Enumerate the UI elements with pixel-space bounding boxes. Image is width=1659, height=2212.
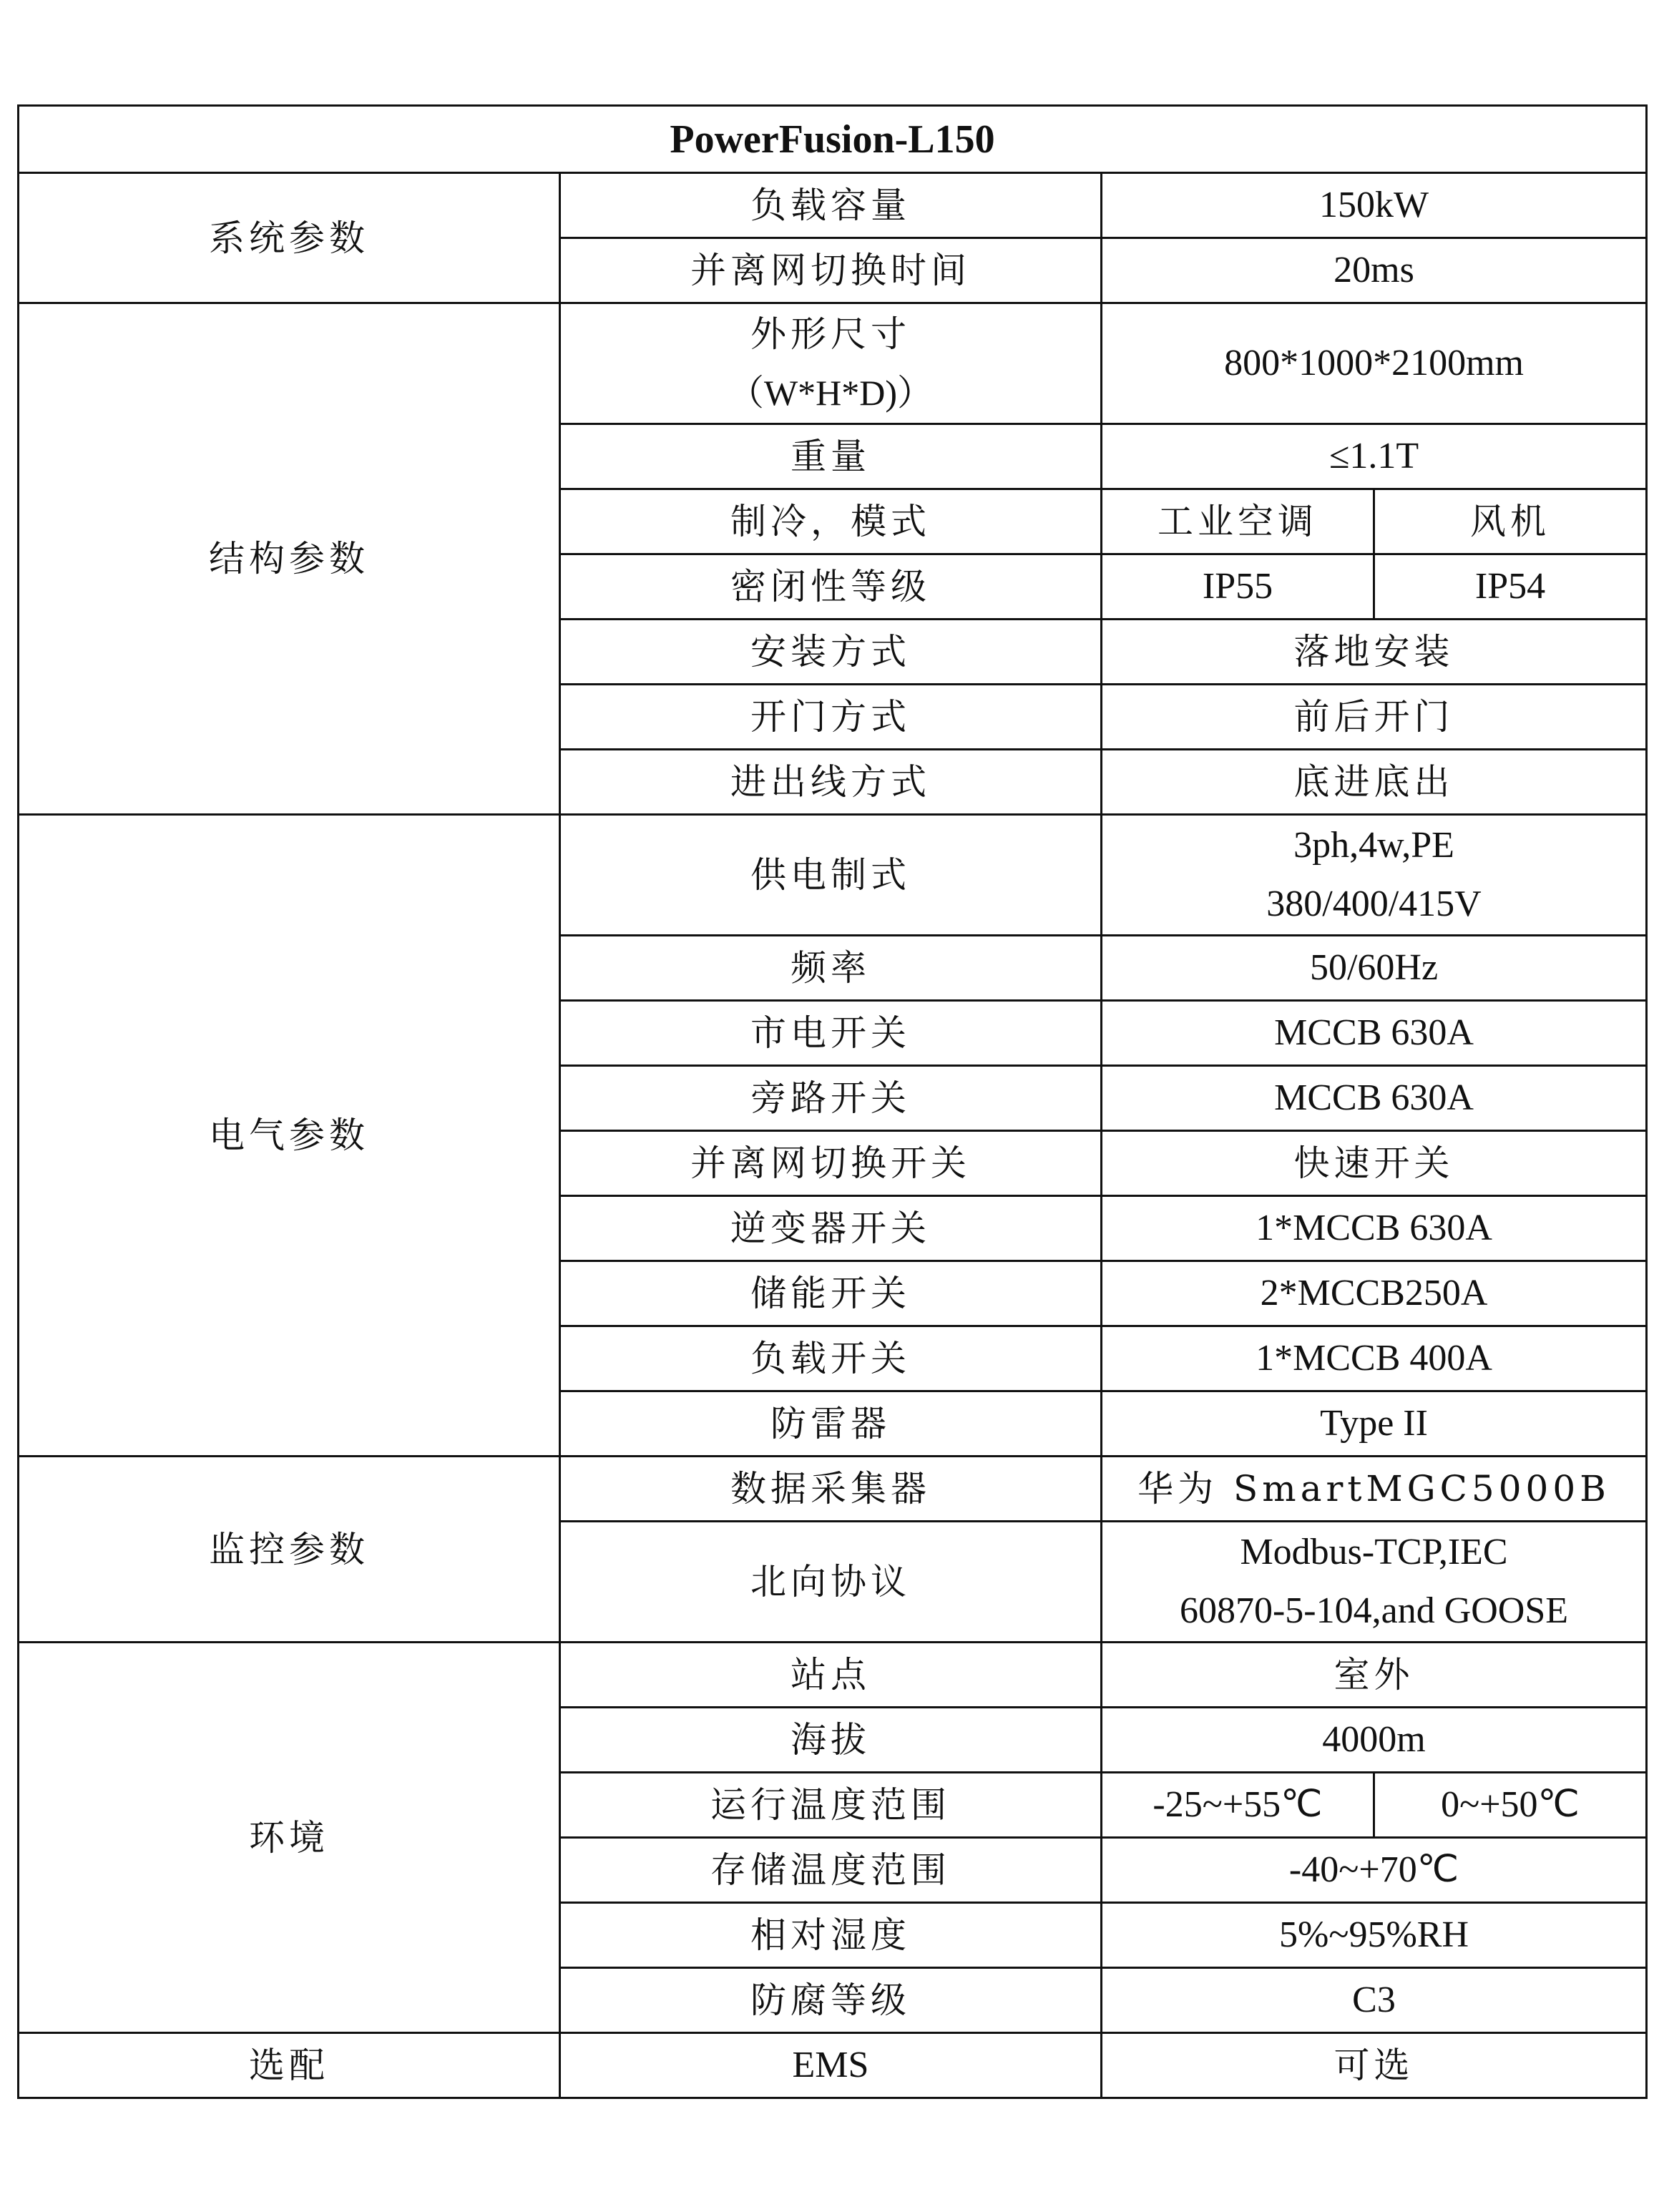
label-surge: 防雷器 (560, 1391, 1102, 1457)
label-site: 站点 (560, 1643, 1102, 1708)
label-cabling: 进出线方式 (560, 750, 1102, 815)
value-protocol-line2: 60870-5-104,and GOOSE (1179, 1590, 1569, 1631)
label-humidity: 相对湿度 (560, 1903, 1102, 1968)
label-storage-switch: 储能开关 (560, 1261, 1102, 1326)
value-install: 落地安装 (1102, 620, 1647, 685)
value-cabling: 底进底出 (1102, 750, 1647, 815)
label-ems: EMS (560, 2033, 1102, 2098)
value-collector: 华为 SmartMGC5000B (1102, 1457, 1647, 1522)
label-load-capacity: 负载容量 (560, 173, 1102, 238)
value-site: 室外 (1102, 1643, 1647, 1708)
value-sealing-b: IP54 (1374, 554, 1647, 620)
group-environment: 环境 (19, 1643, 560, 2033)
label-grid-switch: 并离网切换开关 (560, 1131, 1102, 1196)
value-altitude: 4000m (1102, 1708, 1647, 1773)
value-switch-time: 20ms (1102, 238, 1647, 303)
label-power-system: 供电制式 (560, 815, 1102, 936)
value-load-switch: 1*MCCB 400A (1102, 1326, 1647, 1391)
label-corrosion: 防腐等级 (560, 1968, 1102, 2033)
label-dimensions (560, 303, 1102, 424)
label-bypass-switch: 旁路开关 (560, 1066, 1102, 1131)
value-storage-switch: 2*MCCB250A (1102, 1261, 1647, 1326)
value-door: 前后开门 (1102, 685, 1647, 750)
value-inverter-switch: 1*MCCB 630A (1102, 1196, 1647, 1261)
label-switch-time: 并离网切换时间 (560, 238, 1102, 303)
label-sealing: 密闭性等级 (560, 554, 1102, 620)
group-monitoring: 监控参数 (19, 1457, 560, 1643)
value-protocol-line1: Modbus-TCP,IEC (1240, 1532, 1508, 1572)
value-power-system (1102, 815, 1647, 936)
value-grid-switch: 快速开关 (1102, 1131, 1647, 1196)
value-weight: ≤1.1T (1102, 424, 1647, 489)
label-load-switch: 负载开关 (560, 1326, 1102, 1391)
value-frequency: 50/60Hz (1102, 936, 1647, 1001)
group-system: 系统参数 (19, 173, 560, 303)
label-mains-switch: 市电开关 (560, 1001, 1102, 1066)
value-operating-temp-a: -25~+55℃ (1102, 1773, 1374, 1838)
value-operating-temp-b: 0~+50℃ (1374, 1773, 1647, 1838)
value-sealing-a: IP55 (1102, 554, 1374, 620)
value-load-capacity: 150kW (1102, 173, 1647, 238)
value-corrosion: C3 (1102, 1968, 1647, 2033)
label-dimensions-line2: （W*H*D)） (728, 373, 934, 413)
label-dimensions-line1: 外形尺寸 (750, 313, 911, 355)
value-mains-switch: MCCB 630A (1102, 1001, 1647, 1066)
group-electrical: 电气参数 (19, 815, 560, 1457)
value-cooling-b: 风机 (1374, 489, 1647, 554)
value-bypass-switch: MCCB 630A (1102, 1066, 1647, 1131)
value-power-system-line2: 380/400/415V (1266, 884, 1482, 924)
group-options: 选配 (19, 2033, 560, 2098)
label-install: 安装方式 (560, 620, 1102, 685)
label-weight: 重量 (560, 424, 1102, 489)
label-door: 开门方式 (560, 685, 1102, 750)
label-inverter-switch: 逆变器开关 (560, 1196, 1102, 1261)
table-title: PowerFusion-L150 (19, 106, 1647, 173)
value-ems: 可选 (1102, 2033, 1647, 2098)
label-collector: 数据采集器 (560, 1457, 1102, 1522)
value-dimensions: 800*1000*2100mm (1102, 303, 1647, 424)
value-protocol (1102, 1522, 1647, 1643)
value-humidity: 5%~95%RH (1102, 1903, 1647, 1968)
label-operating-temp: 运行温度范围 (560, 1773, 1102, 1838)
spec-table (17, 104, 1648, 2099)
value-cooling-a: 工业空调 (1102, 489, 1374, 554)
value-surge: Type II (1102, 1391, 1647, 1457)
group-structure: 结构参数 (19, 303, 560, 815)
label-altitude: 海拔 (560, 1708, 1102, 1773)
label-storage-temp: 存储温度范围 (560, 1838, 1102, 1903)
value-power-system-line1: 3ph,4w,PE (1293, 825, 1454, 866)
label-protocol: 北向协议 (560, 1522, 1102, 1643)
value-storage-temp: -40~+70℃ (1102, 1838, 1647, 1903)
label-cooling: 制冷，模式 (560, 489, 1102, 554)
label-frequency: 频率 (560, 936, 1102, 1001)
